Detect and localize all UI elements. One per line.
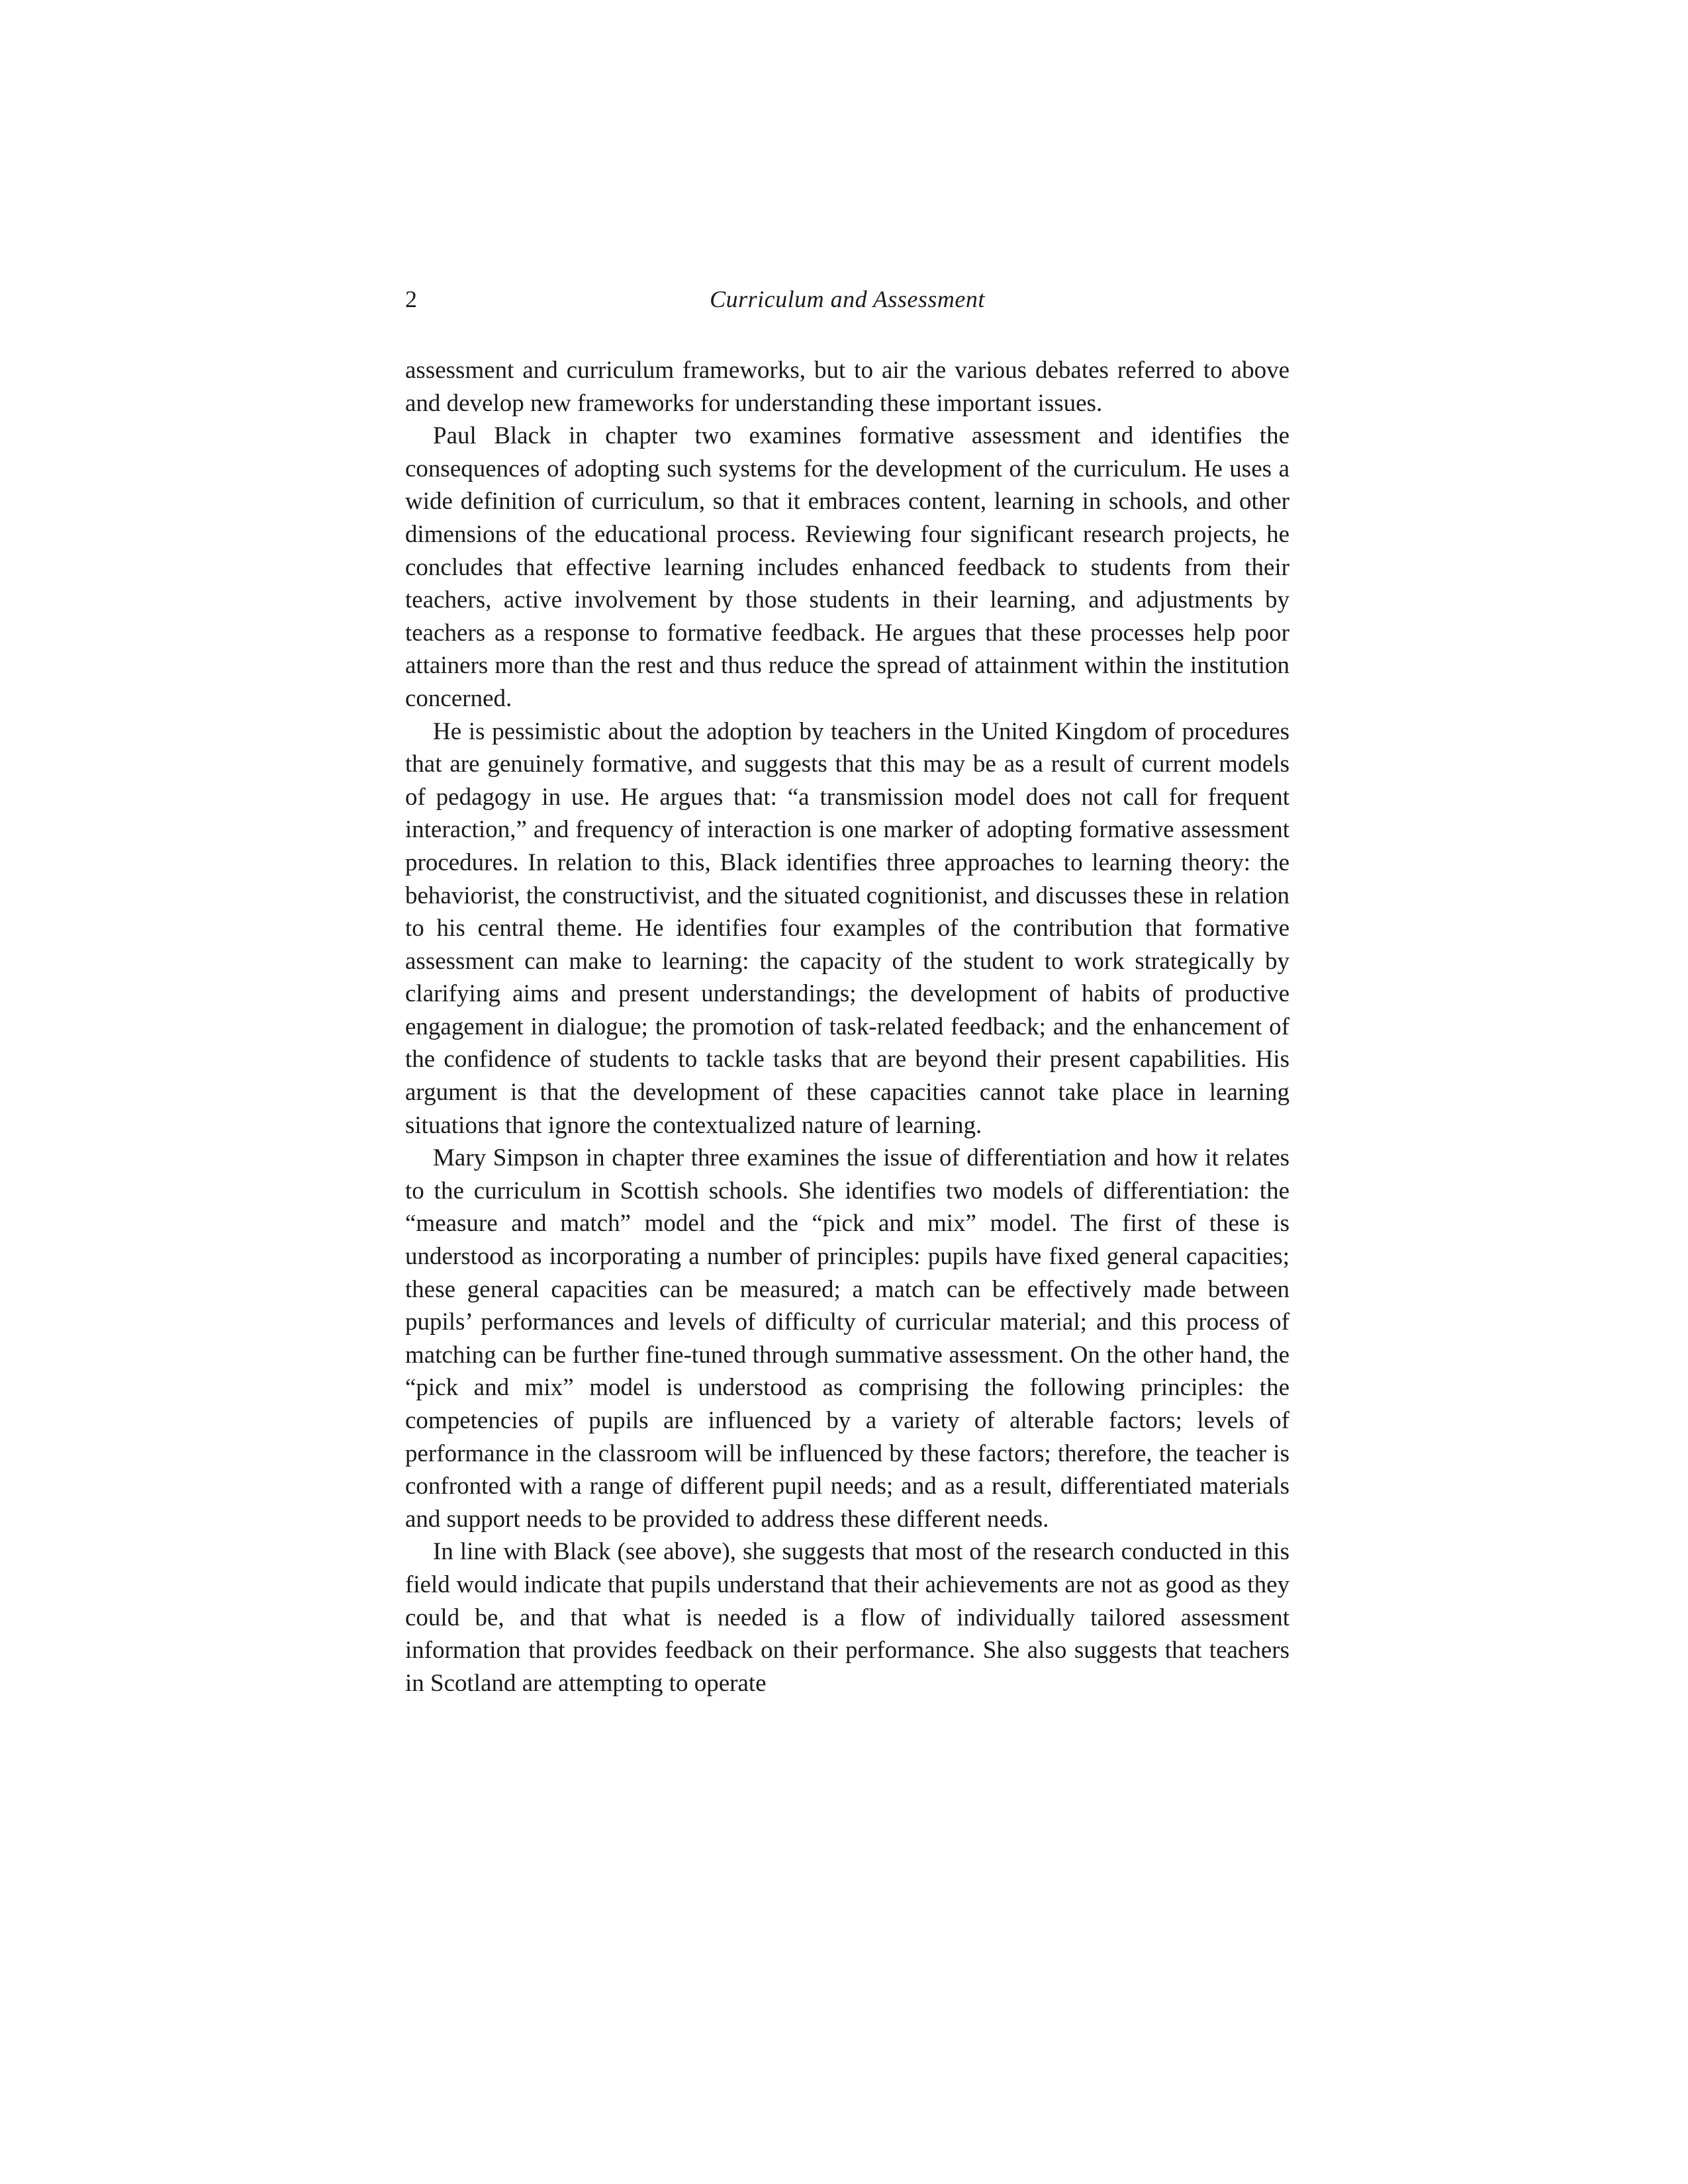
- paragraph-black-formative-assessment: Paul Black in chapter two examines formative assessment and identifies the consequences of adopting such systems for the development of the curriculum. He uses a wide definition of curriculum, so that it embraces content, learning in schools, and other dimensions of the educational process. Reviewing four significant research projects, he concludes that effective learning includes enhanced feedback to students from their teachers, active involvement by those students in their learning, and adjustments by teachers as a response to formative feedback. He argues that these processes help poor attainers more than the rest and thus reduce the spread of attainment within the institution concerned.: [405, 422, 1289, 712]
- running-title: Curriculum and Assessment: [710, 286, 985, 312]
- paragraph-simpson-differentiation: Mary Simpson in chapter three examines the issue of differentiation and how it relates to the curriculum in Scottish schools. She identifies two models of differentiation: the “measure and match” model and the “pick and mix” model. The first of these is understood as incorporating a number of principles: pupils have fixed general capacities; these general capacities can be measured; a match can be effectively made between pupils’ performances and levels of difficulty of curricular material; and this process of matching can be further fine-tuned through summative assessment. On the other hand, the “pick and mix” model is understood as comprising the following principles: the competencies of pupils are influenced by a variety of alterable factors; levels of performance in the classroom will be influenced by these factors; therefore, the teacher is confronted with a range of different pupil needs; and as a result, differentiated materials and support needs to be provided to address these different needs.: [405, 1144, 1289, 1533]
- paragraph-black-pedagogy: He is pessimistic about the adoption by teachers in the United Kingdom of procedures that are genuinely formative, and suggests that this may be as a result of current models of pedagogy in use. He argues that: “a transmission model does not call for frequent interaction,” and frequency of interaction is one marker of adopting formative assessment procedures. In relation to this, Black identifies three approaches to learning theory: the behaviorist, the constructivist, and the situated cognitionist, and discusses these in relation to his central theme. He identifies four examples of the contribution that formative assessment can make to learning: the capacity of the student to work strategically by clarifying aims and present understandings; the development of habits of productive engagement in dialogue; the promotion of task-related feedback; and the enhancement of the confidence of students to tackle tasks that are beyond their present capabilities. His argument is that the development of these capacities cannot take place in learning situations that ignore the contextualized nature of learning.: [405, 717, 1289, 1139]
- body-text: [405, 354, 1289, 1700]
- page-number: 2: [405, 286, 417, 312]
- paragraph-continued: assessment and curriculum frameworks, but to air the various debates referred to above and develop new frameworks for understanding these important issues.: [405, 357, 1289, 417]
- running-head: [405, 281, 1289, 318]
- paragraph-simpson-feedback: In line with Black (see above), she suggests that most of the research conducted in this field would indicate that pupils understand that their achievements are not as good as they could be, and that what is needed is a flow of individually tailored assessment information that provides feedback on their performance. She also suggests that teachers in Scotland are attempting to operate: [405, 1538, 1289, 1697]
